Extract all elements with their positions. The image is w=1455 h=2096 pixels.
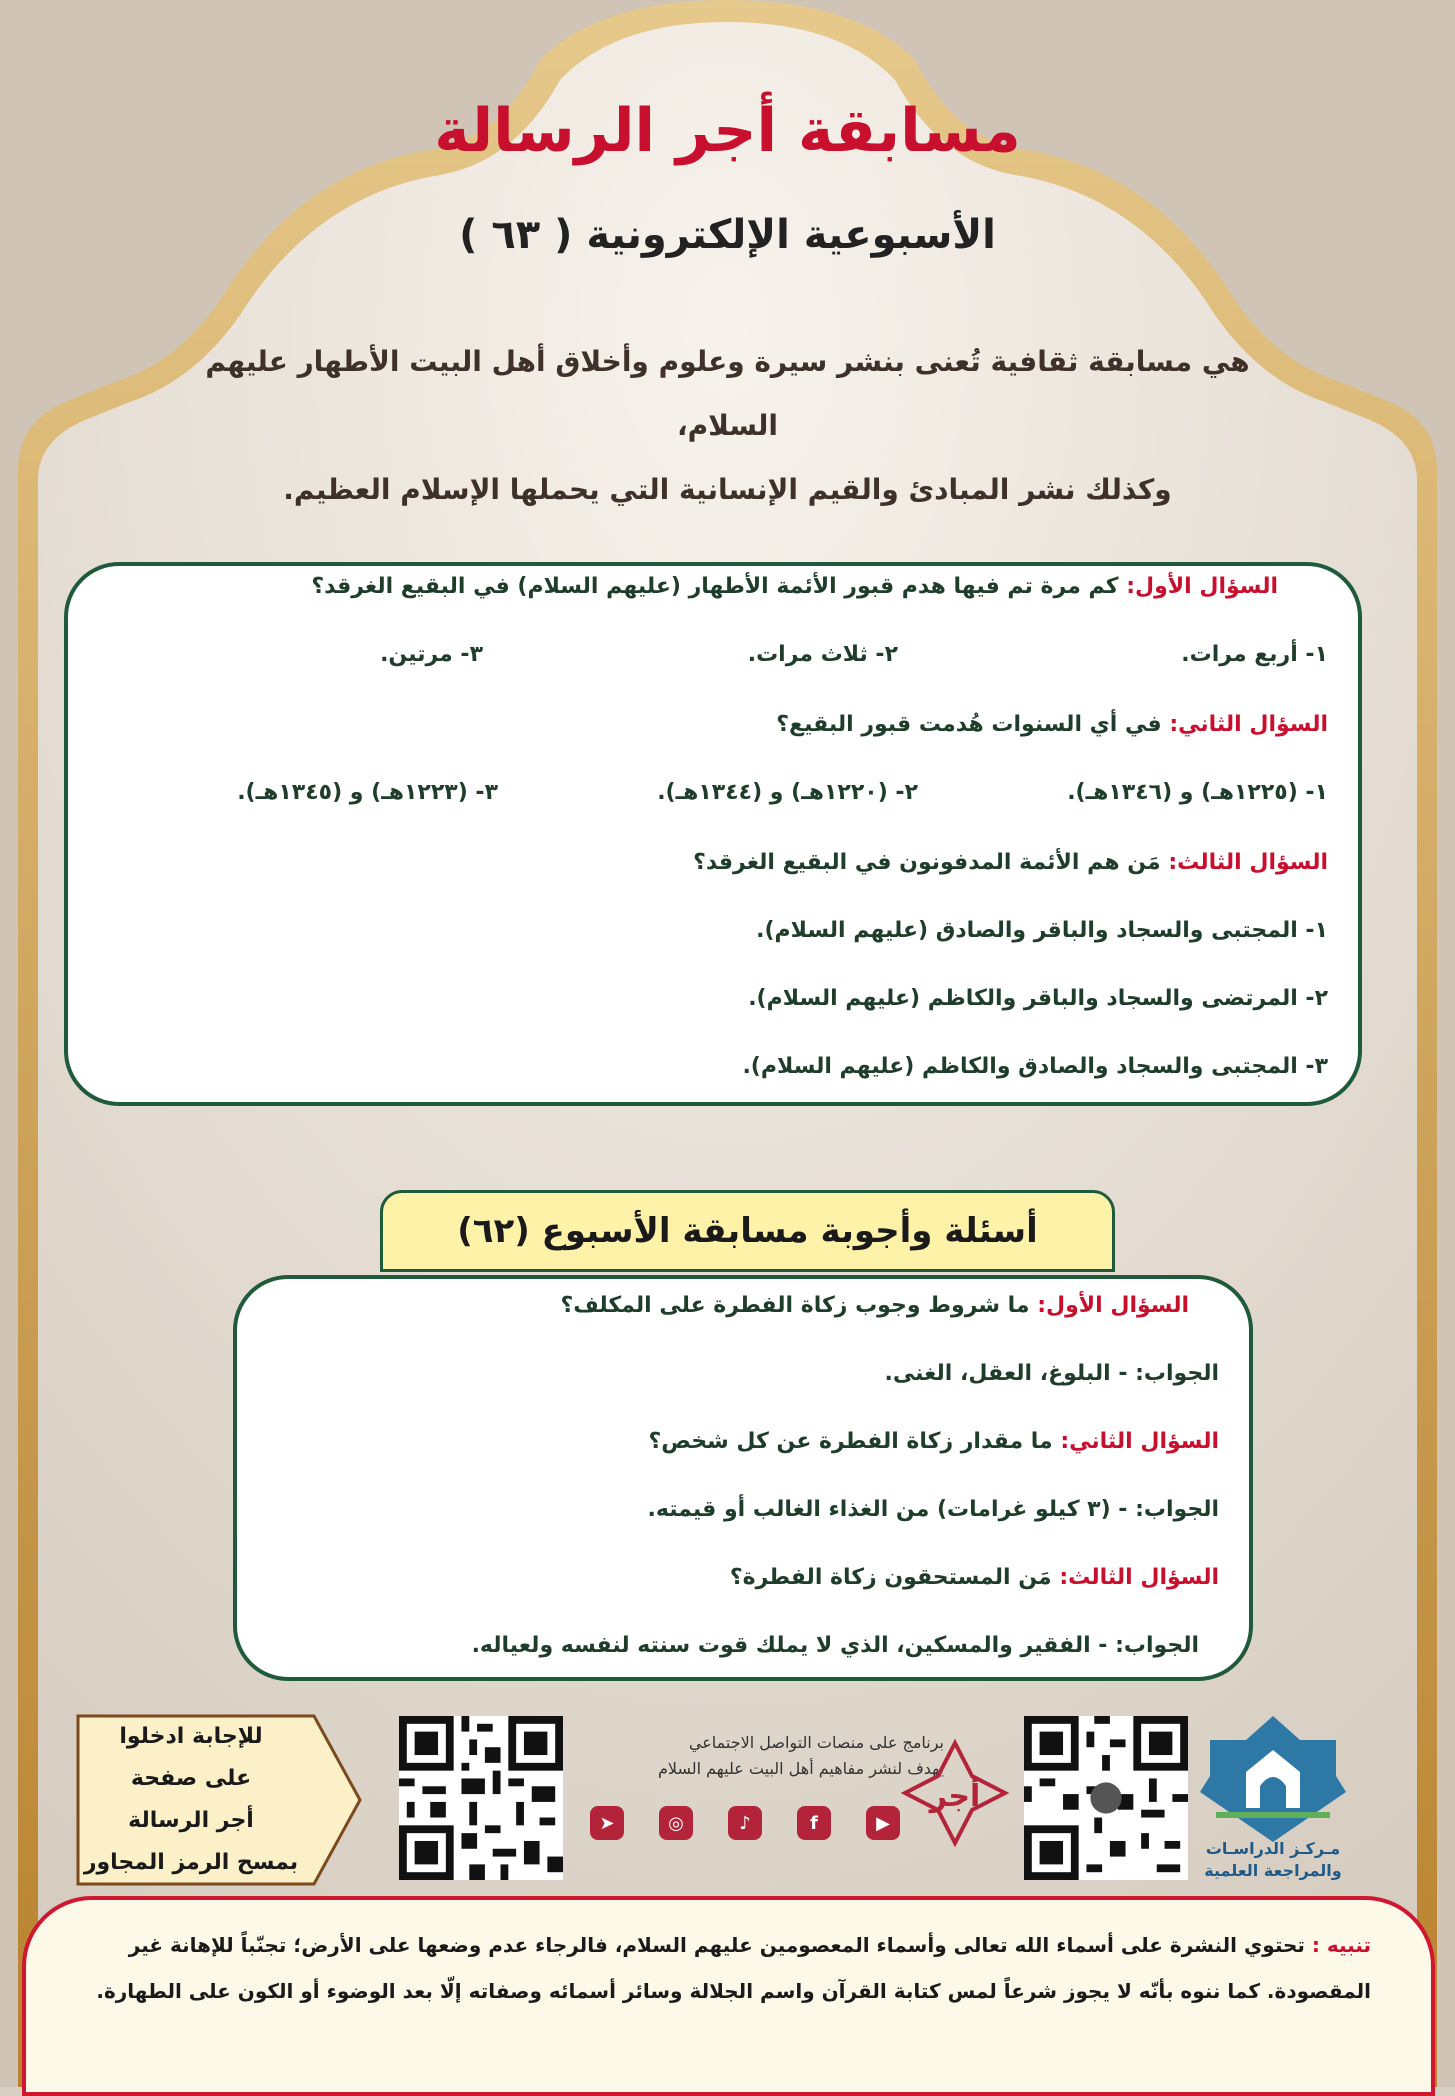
social-program-text: [584, 1730, 944, 1782]
tiktok-icon[interactable]: ♪: [728, 1806, 762, 1840]
social-line-1: برنامج على منصات التواصل الاجتماعي: [688, 1733, 944, 1752]
answer-prompt-text: [74, 1716, 308, 1884]
question-3-text: مَن هم الأئمة المدفونون في البقيع الغرقد؟: [693, 850, 1161, 875]
question-3-option-2[interactable]: ٢- المرتضى والسجاد والباقر والكاظم (عليهم السلام).: [748, 986, 1328, 1011]
intro-line-2: وكذلك نشر المبادئ والقيم الإنسانية التي يحملها الإسلام العظيم.: [283, 473, 1172, 506]
question-3: [693, 850, 1328, 875]
intro-text: [200, 330, 1255, 522]
question-2-option-1[interactable]: ١- (١٢٢٥هـ) و (١٣٤٦هـ).: [1067, 780, 1328, 805]
question-2-label: السؤال الثاني:: [1169, 712, 1328, 737]
question-1-text: كم مرة تم فيها هدم قبور الأئمة الأطهار (عليهم السلام) في البقيع الغرقد؟: [311, 574, 1119, 599]
question-2-option-2[interactable]: ٢- (١٢٢٠هـ) و (١٣٤٤هـ).: [657, 780, 918, 805]
notice-box: [22, 1896, 1435, 2096]
center-name-line-2: والمراجعة العلمية: [1204, 1861, 1342, 1880]
program-logo: [900, 1738, 1010, 1848]
notice-body: تحتوي النشرة على أسماء الله تعالى وأسماء المعصومين عليهم السلام، فالرجاء عدم وضعها على الأرض؛ تجنّباً للإهانة غير المقصودة. كما ننوه بأنّه لا يجوز شرعاً لمس كتابة القرآن واسم الجلالة وسائر أسمائه وصفاته إلّا بعد الوضوء أو الكون على الطهارة.: [96, 1933, 1371, 2003]
prev-question-2-label: السؤال الثاني:: [1060, 1429, 1219, 1454]
facebook-icon[interactable]: f: [797, 1806, 831, 1840]
instagram-icon[interactable]: ◎: [659, 1806, 693, 1840]
page-subtitle: الأسبوعية الإلكترونية ( ٦٣ ): [459, 212, 996, 258]
prev-question-3-label: السؤال الثالث:: [1059, 1565, 1219, 1590]
center-name-line-1: مـركـز الدراسـات: [1205, 1839, 1341, 1858]
question-1-option-3[interactable]: ٣- مرتين.: [380, 642, 483, 667]
question-2-option-3[interactable]: ٣- (١٢٢٣هـ) و (١٣٤٥هـ).: [237, 780, 498, 805]
question-3-option-1[interactable]: ١- المجتبى والسجاد والباقر والصادق (عليهم السلام).: [756, 918, 1328, 943]
answer-prompt-line-2: على صفحة: [130, 1766, 252, 1791]
prev-question-3-text: مَن المستحقون زكاة الفطرة؟: [729, 1565, 1052, 1590]
question-1-option-2[interactable]: ٢- ثلاث مرات.: [747, 642, 898, 667]
previous-answers-box: [233, 1275, 1253, 1681]
prev-question-3: [730, 1565, 1219, 1590]
telegram-icon[interactable]: ➤: [590, 1806, 624, 1840]
question-2-text: في أي السنوات هُدمت قبور البقيع؟: [776, 712, 1162, 737]
prev-answer-3: الجواب: - الفقير والمسكين، الذي لا يملك قوت سنته لنفسه ولعياله.: [471, 1633, 1199, 1658]
social-line-2: يهدف لنشر مفاهيم أهل البيت عليهم السلام: [657, 1759, 944, 1778]
answer-page-qr-code[interactable]: [399, 1716, 563, 1880]
prev-question-2-text: ما مقدار زكاة الفطرة عن كل شخص؟: [648, 1429, 1053, 1454]
question-3-label: السؤال الثالث:: [1168, 850, 1328, 875]
center-name: [1200, 1838, 1346, 1882]
prev-answer-1: الجواب: - البلوغ، العقل، الغنى.: [884, 1361, 1219, 1386]
notice-text: [86, 1922, 1371, 2014]
prev-question-1-text: ما شروط وجوب زكاة الفطرة على المكلف؟: [560, 1293, 1030, 1318]
answer-prompt-line-4: بمسح الرمز المجاور: [83, 1850, 299, 1875]
current-quiz-box: [64, 562, 1362, 1106]
social-qr-code[interactable]: [1024, 1716, 1188, 1880]
answer-prompt-line-1: للإجابة ادخلوا: [119, 1724, 263, 1749]
prev-question-1: [560, 1293, 1189, 1318]
question-3-option-3[interactable]: ٣- المجتبى والسجاد والصادق والكاظم (عليهم السلام).: [742, 1054, 1328, 1079]
notice-label: تنبيه :: [1311, 1933, 1371, 1957]
prev-question-2: [649, 1429, 1220, 1454]
question-1-option-1[interactable]: ١- أربع مرات.: [1181, 642, 1328, 667]
previous-answers-heading: أسئلة وأجوبة مسابقة الأسبوع (٦٢): [380, 1190, 1115, 1272]
youtube-icon[interactable]: ▶: [866, 1806, 900, 1840]
intro-line-1: هي مسابقة ثقافية تُعنى بنشر سيرة وعلوم وأخلاق أهل البيت الأطهار عليهم السلام،: [205, 345, 1250, 442]
answer-prompt-line-3: أجر الرسالة: [128, 1808, 254, 1833]
question-1-label: السؤال الأول:: [1126, 574, 1278, 599]
question-1: [311, 574, 1278, 599]
question-2: [776, 712, 1328, 737]
social-icons-row: [590, 1806, 900, 1842]
program-logo-text: أجر: [929, 1779, 981, 1814]
page-title: مسابقة أجر الرسالة: [434, 96, 1021, 166]
prev-question-1-label: السؤال الأول:: [1037, 1293, 1189, 1318]
prev-answer-2: الجواب: - (٣ كيلو غرامات) من الغذاء الغالب أو قيمته.: [647, 1497, 1219, 1522]
